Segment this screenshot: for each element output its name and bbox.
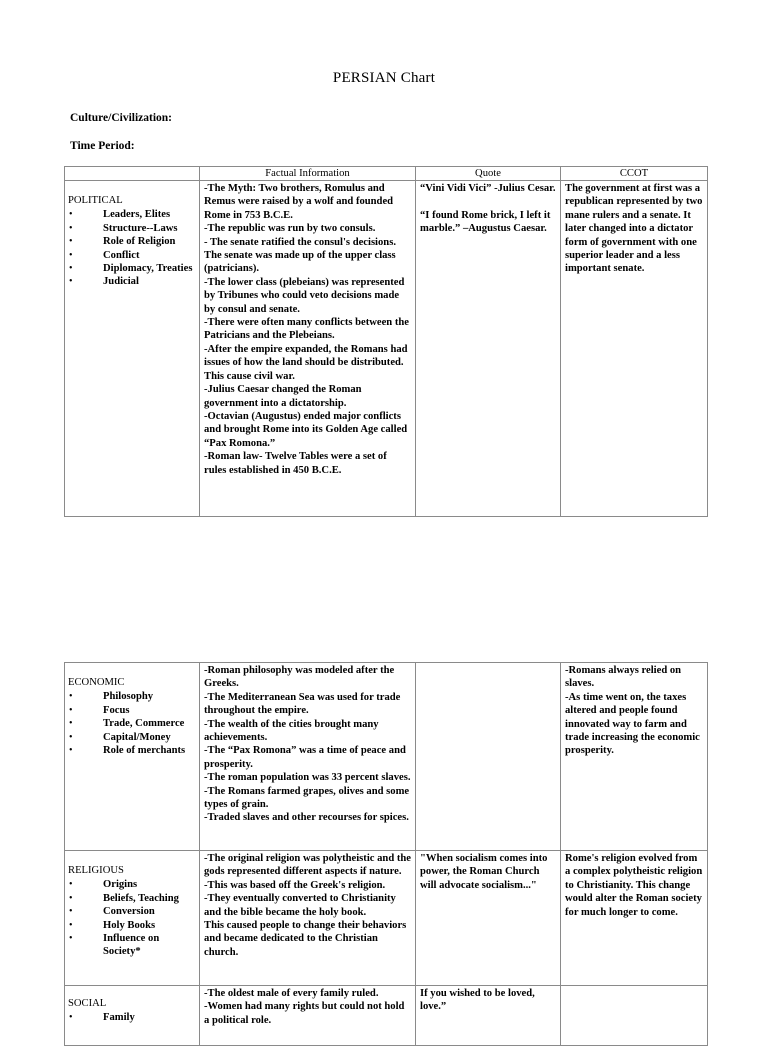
category-title: SOCIAL bbox=[68, 998, 107, 1009]
category-cell bbox=[65, 986, 200, 1046]
page-title: PERSIAN Chart bbox=[332, 70, 436, 86]
table-row bbox=[65, 986, 708, 1046]
quote-cell: “Vini Vidi Vici” -Julius Cesar. “I found Rome brick, I left it marble.” –Augustus Caesar. bbox=[416, 181, 561, 517]
table-row bbox=[65, 851, 708, 986]
ccot-cell: -Romans always relied on slaves. -As time went on, the taxes altered and people found innovated way to farm and trade increasing the economic prosperity. bbox=[561, 663, 708, 851]
ccot-cell: Rome's religion evolved from a complex polytheistic religion to Christianity. This change would alter the Roman society for much longer to come. bbox=[561, 851, 708, 986]
category-items bbox=[68, 208, 195, 288]
list-item: • Leaders, Elites bbox=[69, 209, 171, 221]
list-item: • Influence on Society* bbox=[69, 933, 160, 958]
quote-cell bbox=[416, 663, 561, 851]
category-cell bbox=[65, 663, 200, 851]
quote-cell: If you wished to be loved, love.” bbox=[416, 986, 561, 1046]
list-item: • Focus bbox=[69, 704, 130, 716]
column-header-fact: Factual Information bbox=[200, 167, 416, 181]
list-item: • Diplomacy, Treaties bbox=[69, 263, 193, 275]
list-item: • Beliefs, Teaching bbox=[69, 892, 179, 904]
ccot-cell bbox=[561, 986, 708, 1046]
fact-cell: -The oldest male of every family ruled. -Women had many rights but could not hold a political role. bbox=[200, 986, 416, 1046]
category-title: ECONOMIC bbox=[68, 677, 125, 688]
table-row bbox=[65, 181, 708, 517]
list-item: • Structure--Laws bbox=[69, 222, 178, 234]
list-item: • Conflict bbox=[69, 249, 140, 261]
fact-cell: -The Myth: Two brothers, Romulus and Remus were raised by a wolf and founded Rome in 753 B.C.E. -The republic was run by two consuls. - The senate ratified the consul's decisions. The senate was made up of the upper class (patricians). -The lower class (plebeians) was represented by Tribunes who could veto decisions made by consul and senate. -There were often many conflicts between the Patricians and the Plebeians. -After the empire expanded, the Romans had issues of how the land should be distributed. This cause civil war. -Julius Caesar changed the Roman government into a dictatorship. -Octavian (Augustus) ended major conflicts and brought Rome into its Golden Age called “Pax Romona.” -Roman law- Twelve Tables were a set of rules established in 450 B.C.E. bbox=[200, 181, 416, 517]
fact-cell: -Roman philosophy was modeled after the Greeks. -The Mediterranean Sea was used for trade throughout the empire. -The wealth of the cities brought many achievements. -The “Pax Romona” was a time of peace and prosperity. -The roman population was 33 percent slaves. -The Romans farmed grapes, olives and some types of grain. -Traded slaves and other recourses for spices. bbox=[200, 663, 416, 851]
column-header-quote: Quote bbox=[416, 167, 561, 181]
category-cell bbox=[65, 851, 200, 986]
persian-chart-table-bottom bbox=[64, 662, 708, 1046]
list-item: • Origins bbox=[69, 879, 138, 891]
list-item: • Judicial bbox=[69, 276, 139, 288]
table-header-row bbox=[65, 167, 708, 181]
list-item: • Holy Books bbox=[69, 919, 156, 931]
list-item: • Role of Religion bbox=[69, 236, 176, 248]
list-item: • Conversion bbox=[69, 906, 155, 918]
time-period-label: Time Period: bbox=[70, 140, 135, 152]
list-item: • Capital/Money bbox=[69, 731, 171, 743]
culture-label: Culture/Civilization: bbox=[70, 112, 173, 124]
list-item: • Role of merchants bbox=[69, 745, 186, 757]
list-item: • Family bbox=[69, 1012, 135, 1024]
category-cell bbox=[65, 181, 200, 517]
category-items bbox=[68, 878, 195, 958]
category-title: RELIGIOUS bbox=[68, 865, 124, 876]
ccot-cell: The government at first was a republican represented by two mane rulers and a senate. It later changed into a dictator form of government with one superior leader and a less important senate. bbox=[561, 181, 708, 517]
category-title: POLITICAL bbox=[68, 195, 123, 206]
category-items bbox=[68, 1011, 195, 1024]
list-item: • Philosophy bbox=[69, 691, 154, 703]
quote-cell: "When socialism comes into power, the Roman Church will advocate socialism..." bbox=[416, 851, 561, 986]
table-row bbox=[65, 663, 708, 851]
header-blank bbox=[65, 167, 200, 181]
list-item: • Trade, Commerce bbox=[69, 718, 185, 730]
persian-chart-table-top bbox=[64, 166, 708, 517]
category-items bbox=[68, 690, 195, 757]
fact-cell: -The original religion was polytheistic and the gods represented different aspects if nature. -This was based off the Greek's religion. -They eventually converted to Christianity and the bible became the holy book. This caused people to change their behaviors and became dedicated to the Christian church. bbox=[200, 851, 416, 986]
column-header-ccot: CCOT bbox=[561, 167, 708, 181]
